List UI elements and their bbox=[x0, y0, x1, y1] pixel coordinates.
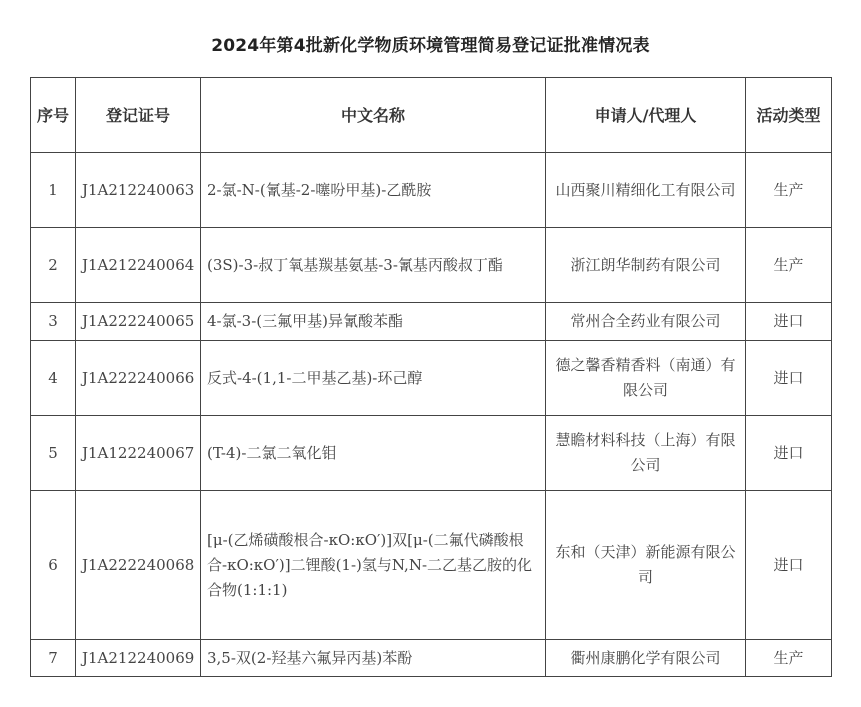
header-name: 中文名称 bbox=[201, 78, 546, 153]
table-row bbox=[31, 341, 832, 416]
header-cert: 登记证号 bbox=[76, 78, 201, 153]
cell-activity: 生产 bbox=[746, 228, 832, 303]
table-row bbox=[31, 640, 832, 677]
cell-cert: J1A212240069 bbox=[76, 640, 201, 677]
table-row bbox=[31, 153, 832, 228]
cell-applicant: 东和（天津）新能源有限公司 bbox=[546, 491, 746, 640]
header-activity: 活动类型 bbox=[746, 78, 832, 153]
cell-applicant: 常州合全药业有限公司 bbox=[546, 303, 746, 341]
cell-name: 2-氯-N-(氰基-2-噻吩甲基)-乙酰胺 bbox=[201, 153, 546, 228]
cell-applicant: 浙江朗华制药有限公司 bbox=[546, 228, 746, 303]
cell-activity: 生产 bbox=[746, 640, 832, 677]
cell-applicant: 衢州康鹏化学有限公司 bbox=[546, 640, 746, 677]
table-row bbox=[31, 303, 832, 341]
cell-no: 1 bbox=[31, 153, 76, 228]
cell-cert: J1A222240068 bbox=[76, 491, 201, 640]
header-applicant: 申请人/代理人 bbox=[546, 78, 746, 153]
cell-cert: J1A212240063 bbox=[76, 153, 201, 228]
cell-no: 7 bbox=[31, 640, 76, 677]
cell-name: (T-4)-二氯二氧化钼 bbox=[201, 416, 546, 491]
table-row bbox=[31, 228, 832, 303]
cell-name: 3,5-双(2-羟基六氟异丙基)苯酚 bbox=[201, 640, 546, 677]
cell-applicant: 德之馨香精香料（南通）有限公司 bbox=[546, 341, 746, 416]
cell-activity: 进口 bbox=[746, 491, 832, 640]
cell-name: 反式-4-(1,1-二甲基乙基)-环己醇 bbox=[201, 341, 546, 416]
registration-table bbox=[30, 77, 832, 677]
table-header-row bbox=[31, 78, 832, 153]
cell-cert: J1A122240067 bbox=[76, 416, 201, 491]
cell-activity: 进口 bbox=[746, 303, 832, 341]
cell-no: 6 bbox=[31, 491, 76, 640]
header-no: 序号 bbox=[31, 78, 76, 153]
cell-cert: J1A222240065 bbox=[76, 303, 201, 341]
cell-applicant: 慧瞻材料科技（上海）有限公司 bbox=[546, 416, 746, 491]
cell-applicant: 山西聚川精细化工有限公司 bbox=[546, 153, 746, 228]
cell-no: 3 bbox=[31, 303, 76, 341]
cell-activity: 进口 bbox=[746, 341, 832, 416]
page-title: 2024年第4批新化学物质环境管理简易登记证批准情况表 bbox=[211, 36, 650, 56]
cell-no: 2 bbox=[31, 228, 76, 303]
cell-cert: J1A222240066 bbox=[76, 341, 201, 416]
cell-activity: 进口 bbox=[746, 416, 832, 491]
cell-name: (3S)-3-叔丁氧基羰基氨基-3-氰基丙酸叔丁酯 bbox=[201, 228, 546, 303]
cell-activity: 生产 bbox=[746, 153, 832, 228]
table-row bbox=[31, 416, 832, 491]
cell-name: 4-氯-3-(三氟甲基)异氰酸苯酯 bbox=[201, 303, 546, 341]
table-row bbox=[31, 491, 832, 640]
cell-no: 5 bbox=[31, 416, 76, 491]
cell-cert: J1A212240064 bbox=[76, 228, 201, 303]
cell-name: [μ-(乙烯磺酸根合-κO:κO′)]双[μ-(二氟代磷酸根合-κO:κO′)]二锂酸(1-)氢与N,N-二乙基乙胺的化合物(1:1:1) bbox=[201, 491, 546, 640]
cell-no: 4 bbox=[31, 341, 76, 416]
